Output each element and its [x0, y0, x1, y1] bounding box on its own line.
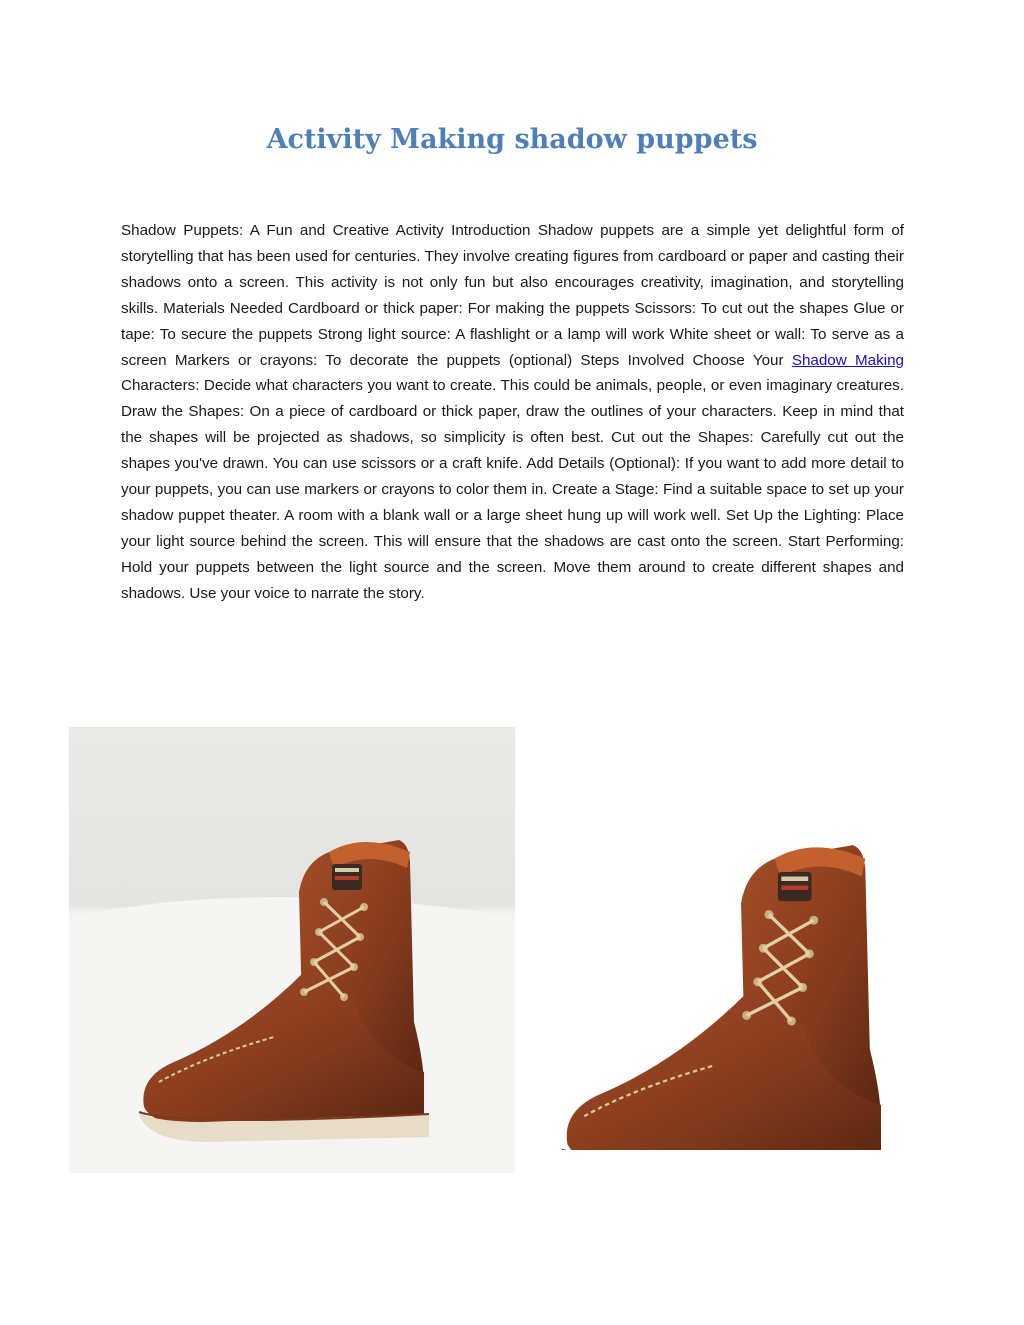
boot-image-before — [69, 727, 515, 1173]
body-text-before-link: Shadow Puppets: A Fun and Creative Activity Introduction Shadow puppets are a simple yet delightful form of storytelling that has been used for centuries. They involve creating figures from cardboard or paper and casting their shadows onto a screen. This activity is not only fun but also encourages creativity, imagination, and storytelling skills. Materials Needed Cardboard or thick paper: For making the puppets Scissors: To cut out the shapes Glue or tape: To secure the puppets Strong light source: A flashlight or a lamp will work White sheet or wall: To serve as a screen Markers or crayons: To decorate the puppets (optional) Steps Involved Choose Your — [121, 222, 904, 369]
shadow-making-link[interactable]: Shadow Making — [791, 351, 904, 369]
body-text-after-link: Characters: Decide what characters you want to create. This could be animals, people, or even imaginary creatures. Draw the Shapes: On a piece of cardboard or thick paper, draw the outlines of your characters. Keep in mind that the shapes will be projected as shadows, so simplicity is often best. Cut out the Shapes: Carefully cut out the shapes you've drawn. You can use scissors or a craft knife. Add Details (Optional): If you want to add more detail to your puppets, you can use markers or crayons to color them in. Create a Stage: Find a suitable space to set up your shadow puppet theater. A room with a blank wall or a large sheet hung up will work well. Set Up the Lighting: Place your light source behind the screen. This will ensure that the shadows are cast onto the screen. Start Performing: Hold your puppets between the light source and the screen. Move them around to create different shapes and shadows. Use your voice to narrate the story. — [121, 377, 904, 602]
boot-photo-after — [535, 770, 905, 1150]
boot-image-after — [535, 770, 905, 1150]
body-paragraph — [121, 218, 904, 607]
boot-photo-before — [69, 727, 515, 1173]
page-title: Activity Making shadow puppets — [266, 124, 758, 155]
